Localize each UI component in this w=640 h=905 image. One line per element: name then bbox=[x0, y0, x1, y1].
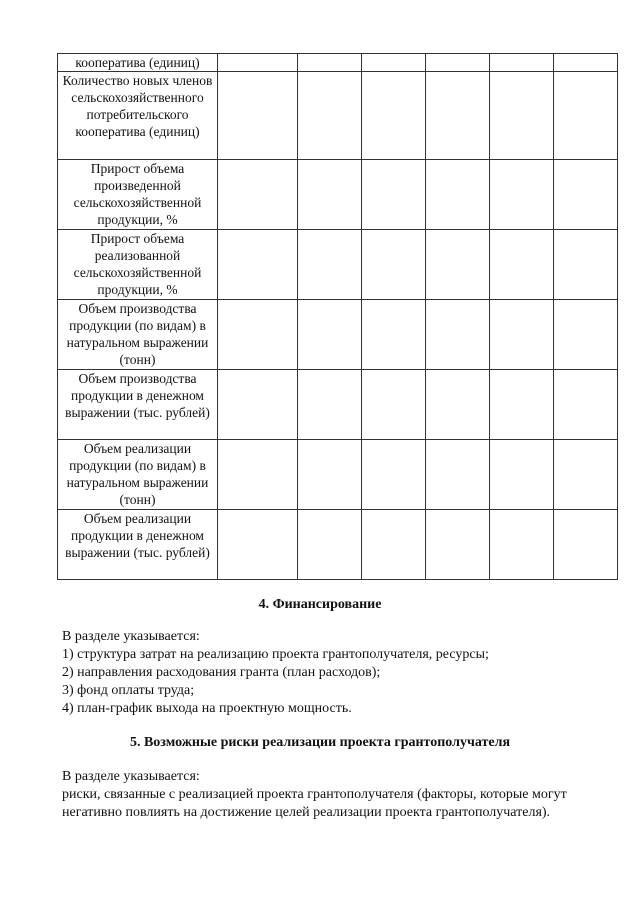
list-item: 3) фонд оплаты труда; bbox=[62, 683, 195, 698]
section-5-intro: В разделе указывается: bbox=[62, 769, 200, 784]
table-row bbox=[58, 440, 618, 510]
table-row bbox=[58, 370, 618, 440]
table-cell bbox=[218, 54, 298, 72]
table-cell bbox=[426, 160, 490, 230]
table-cell bbox=[298, 300, 362, 370]
table-cell bbox=[490, 300, 554, 370]
table-cell bbox=[218, 440, 298, 510]
table-cell bbox=[218, 160, 298, 230]
table-cell bbox=[362, 510, 426, 580]
table-cell bbox=[426, 300, 490, 370]
table-cell bbox=[298, 440, 362, 510]
section-4-title: 4. Финансирование bbox=[258, 597, 382, 612]
list-item: 4) план-график выхода на проектную мощность. bbox=[62, 701, 352, 716]
row-label: Объем производства продукции (по видам) в натуральном выражении (тонн) bbox=[58, 300, 218, 370]
section-4-body bbox=[62, 628, 622, 718]
row-label: кооператива (единиц) bbox=[58, 54, 218, 72]
table-cell bbox=[426, 230, 490, 300]
table-cell bbox=[218, 72, 298, 160]
table-cell bbox=[426, 510, 490, 580]
table-cell bbox=[362, 300, 426, 370]
table-cell bbox=[426, 54, 490, 72]
section-5-body bbox=[62, 768, 622, 822]
section-4-intro: В разделе указывается: bbox=[62, 629, 200, 644]
table-cell bbox=[554, 510, 618, 580]
table-row bbox=[58, 160, 618, 230]
row-label: Объем реализации продукции в денежном выражении (тыс. рублей) bbox=[58, 510, 218, 580]
table-cell bbox=[554, 72, 618, 160]
list-item: 1) структура затрат на реализацию проекта грантополучателя, ресурсы; bbox=[62, 647, 489, 662]
table-cell bbox=[426, 440, 490, 510]
table-cell bbox=[490, 72, 554, 160]
table-cell bbox=[490, 160, 554, 230]
table-cell bbox=[426, 370, 490, 440]
table-row bbox=[58, 510, 618, 580]
row-label: Прирост объема реализованной сельскохозяйственной продукции, % bbox=[58, 230, 218, 300]
section-5-line: риски, связанные с реализацией проекта грантополучателя (факторы, которые могут bbox=[62, 787, 567, 802]
table-cell bbox=[490, 440, 554, 510]
table-cell bbox=[426, 72, 490, 160]
table-cell bbox=[554, 230, 618, 300]
table-cell bbox=[218, 300, 298, 370]
table-row bbox=[58, 54, 618, 72]
table-cell bbox=[298, 510, 362, 580]
table-cell bbox=[362, 160, 426, 230]
table-cell bbox=[298, 230, 362, 300]
table-cell bbox=[298, 370, 362, 440]
table-row bbox=[58, 230, 618, 300]
table-cell bbox=[218, 370, 298, 440]
row-label: Количество новых членов сельскохозяйственного потребительского кооператива (единиц) bbox=[58, 72, 218, 160]
row-label: Прирост объема произведенной сельскохозяйственной продукции, % bbox=[58, 160, 218, 230]
table-cell bbox=[298, 54, 362, 72]
row-label: Объем производства продукции в денежном выражении (тыс. рублей) bbox=[58, 370, 218, 440]
table-cell bbox=[554, 440, 618, 510]
table-cell bbox=[554, 160, 618, 230]
table-cell bbox=[362, 54, 426, 72]
table-cell bbox=[218, 230, 298, 300]
table-cell bbox=[362, 440, 426, 510]
table-cell bbox=[362, 230, 426, 300]
table-cell bbox=[298, 72, 362, 160]
table-cell bbox=[362, 370, 426, 440]
table-cell bbox=[362, 72, 426, 160]
table-cell bbox=[490, 370, 554, 440]
indicators-table bbox=[57, 53, 618, 580]
table-cell bbox=[218, 510, 298, 580]
table-row bbox=[58, 72, 618, 160]
row-label: Объем реализации продукции (по видам) в натуральном выражении (тонн) bbox=[58, 440, 218, 510]
table-row bbox=[58, 300, 618, 370]
table-cell bbox=[554, 370, 618, 440]
table-cell bbox=[298, 160, 362, 230]
table-cell bbox=[490, 54, 554, 72]
section-5-title: 5. Возможные риски реализации проекта грантополучателя bbox=[129, 735, 511, 750]
table-cell bbox=[490, 230, 554, 300]
table-cell bbox=[554, 54, 618, 72]
table-cell bbox=[554, 300, 618, 370]
section-5-line: негативно повлиять на достижение целей реализации проекта грантополучателя). bbox=[62, 805, 551, 820]
list-item: 2) направления расходования гранта (план расходов); bbox=[62, 665, 381, 680]
table-cell bbox=[490, 510, 554, 580]
